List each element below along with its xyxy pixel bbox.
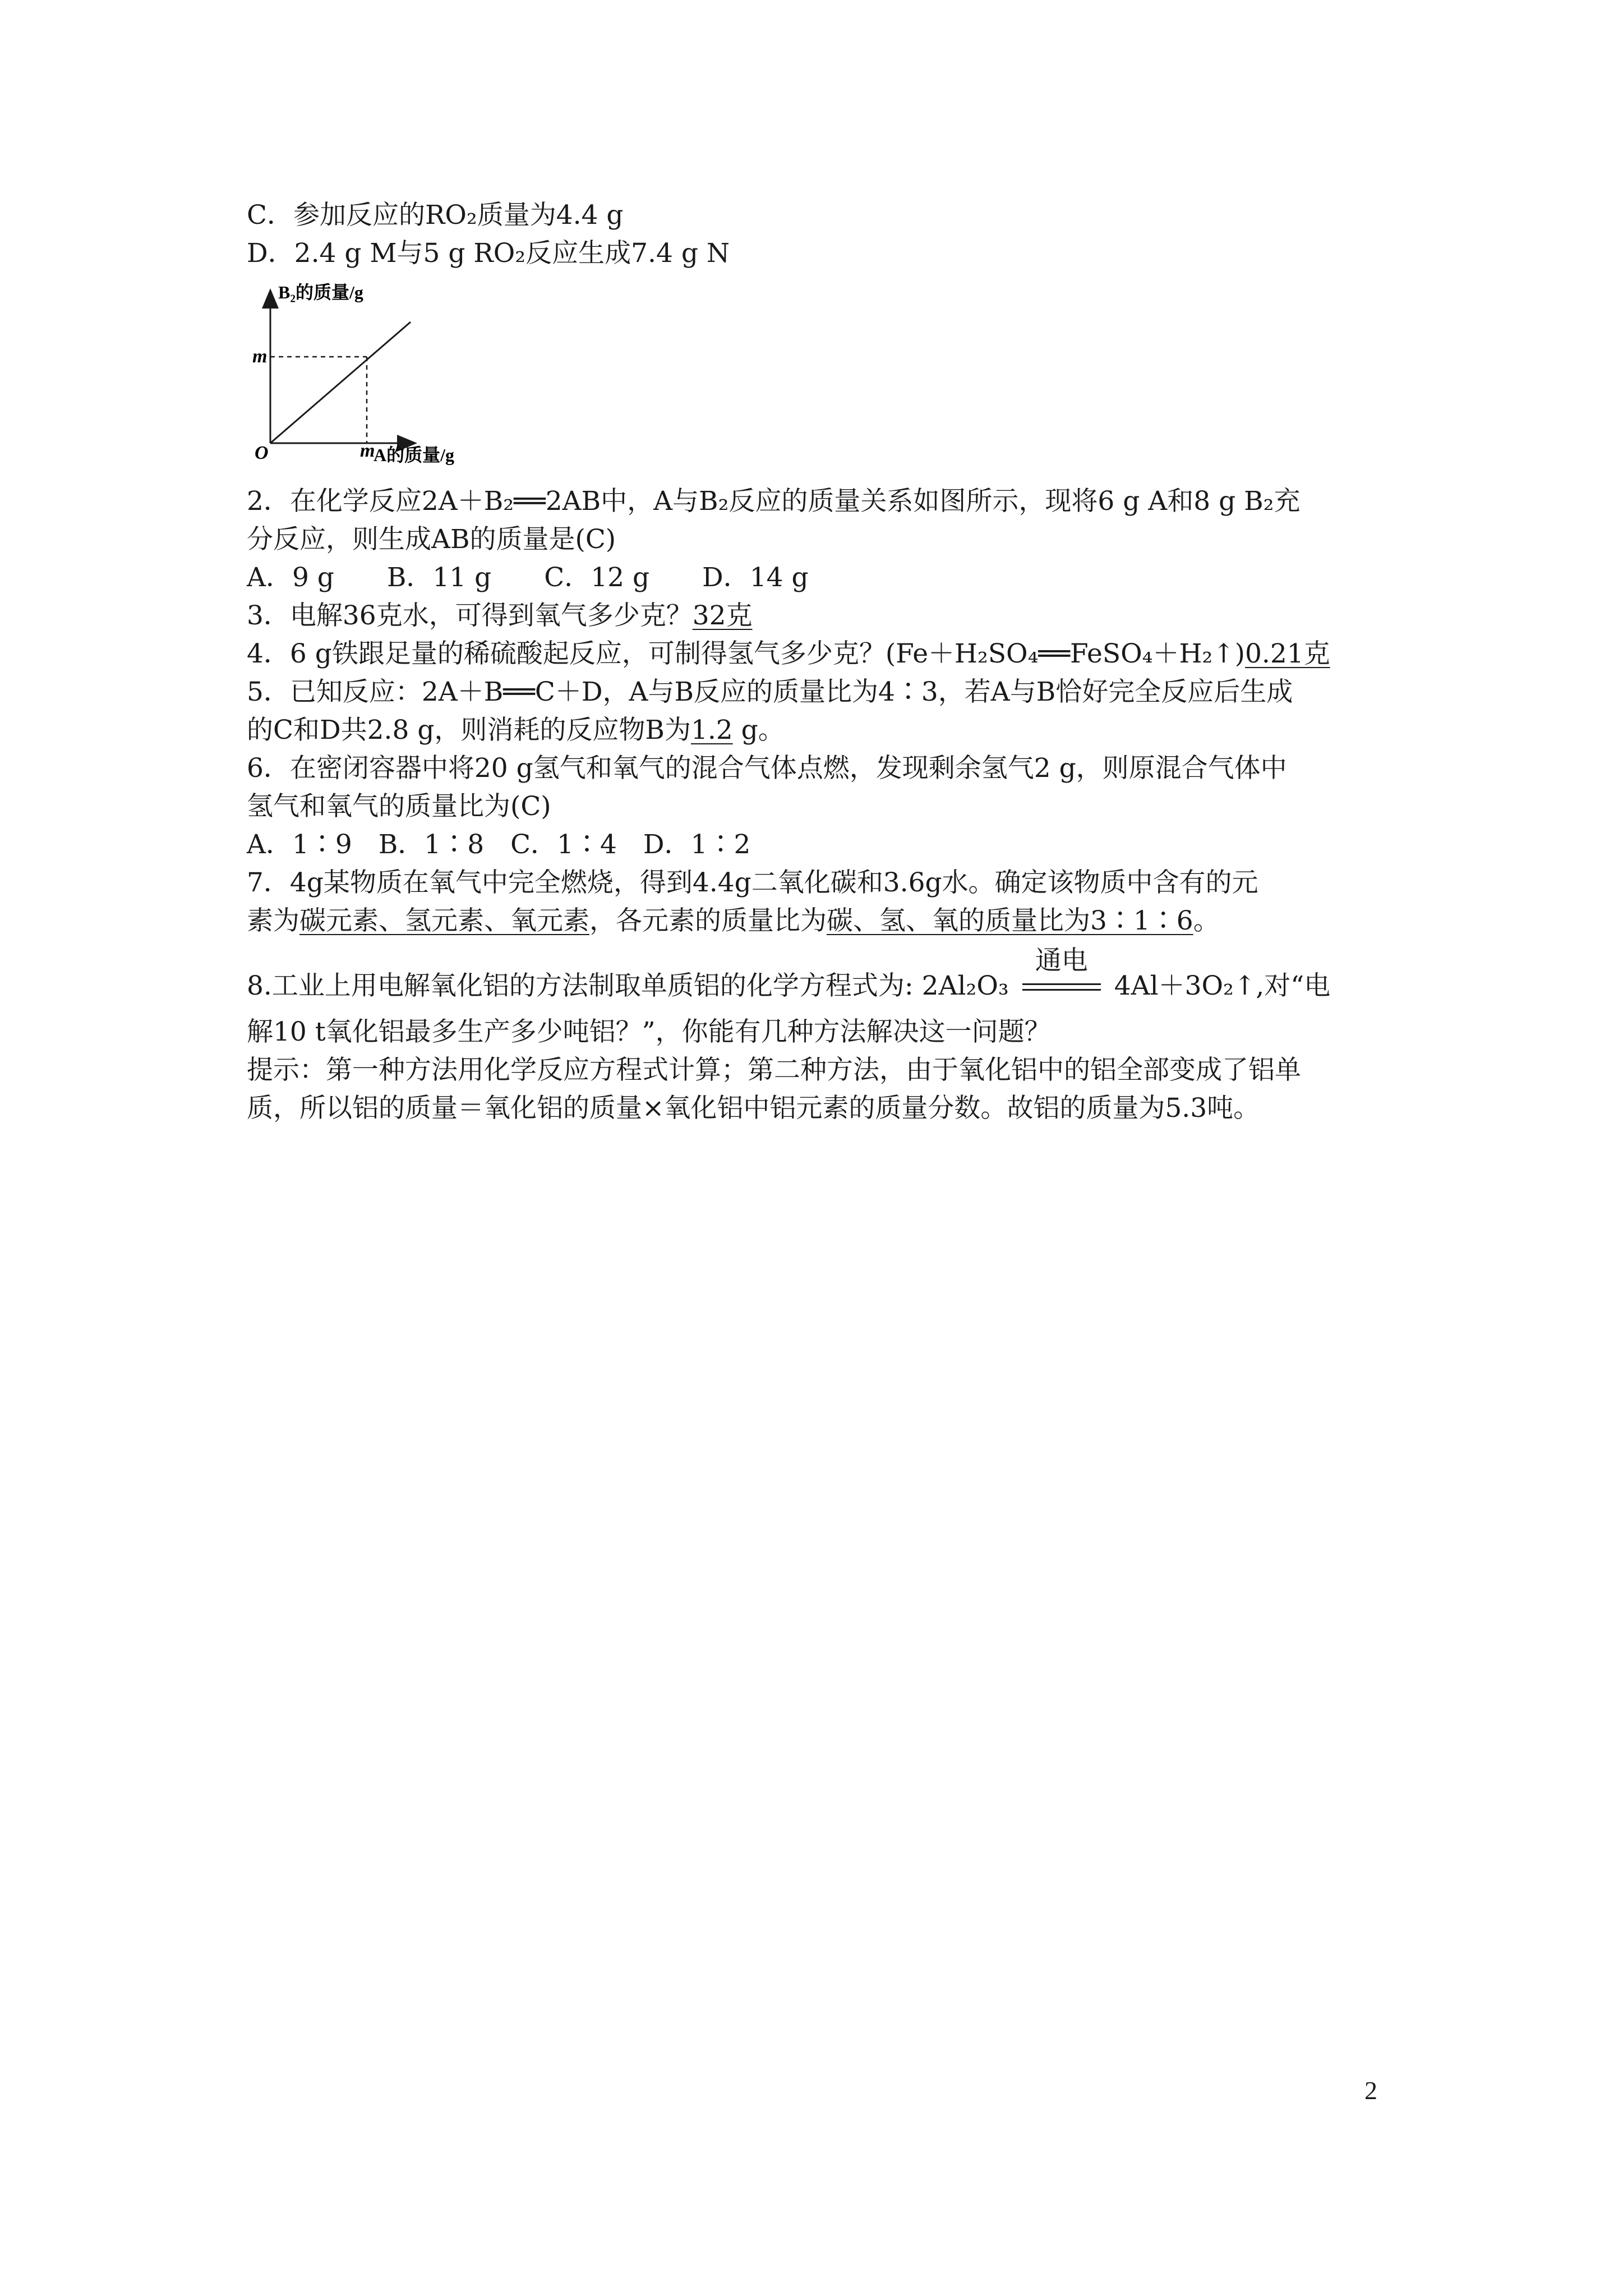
reaction-condition-label: 通电 [1035,945,1088,976]
hint-line-2: 质，所以铝的质量＝氧化铝的质量×氧化铝中铝元素的质量分数。故铝的质量为5.3吨。 [247,1093,1260,1124]
question-6-options: A．1∶9 B．1∶8 C．1∶4 D．1∶2 [247,829,751,860]
origin-label: O [255,443,269,463]
option-c: C．参加反应的RO₂质量为4.4 g [247,200,624,231]
hint-line-1: 提示：第一种方法用化学反应方程式计算；第二种方法，由于氧化铝中的铝全部变成了铝单 [247,1055,1301,1085]
question-2-line-1: 2．在化学反应2A＋B₂══2AB中，A与B₂反应的质量关系如图所示，现将6 g A和8 g B₂充 [247,486,1301,517]
y-mark-label: m [252,346,268,367]
question-5-line-1: 5．已知反应：2A＋B══C＋D，A与B反应的质量比为4∶3，若A与B恰好完全反应后生成 [247,677,1293,707]
question-3: 3．电解36克水，可得到氧气多少克？32克 [247,600,753,631]
question-4: 4．6 g铁跟足量的稀硫酸起反应，可制得氢气多少克？(Fe＋H₂SO₄══FeSO₄＋H₂↑)0.21克 [247,638,1330,669]
option-d: D．2.4 g M与5 g RO₂反应生成7.4 g N [247,238,730,269]
question-5-answer: 1.2 [690,715,733,746]
document-body [247,196,1391,1128]
mass-relation-graph [247,279,505,470]
question-4-answer: 0.21克 [1245,638,1330,669]
x-mark-label: m [360,440,375,461]
question-7-answer-ratio: 碳、氢、氧的质量比为3∶1∶6 [827,905,1193,936]
question-2-options: A．9 g B．11 g C．12 g D．14 g [247,562,809,593]
reaction-condition-equals [1022,945,1101,999]
y-axis-label: B₂的质量/g [278,282,363,302]
question-7-answer-elements: 碳元素、氢元素、氧元素 [299,905,589,936]
question-2-line-2: 分反应，则生成AB的质量是(C) [247,524,616,555]
x-axis-label: A的质量/g [374,445,455,465]
question-7-line-2: 素为碳元素、氢元素、氧元素，各元素的质量比为碳、氢、氧的质量比为3∶1∶6。 [247,905,1220,936]
question-8-line-1: 8.工业上用电解氧化铝的方法制取单质铝的化学方程式为: 2Al₂O₃ 通电 4Al＋3O₂↑,对“电 [247,940,1391,1013]
question-5-line-2: 的C和D共2.8 g，则消耗的反应物B为1.2 g。 [247,715,785,746]
proportion-line [270,322,411,443]
question-7-line-1: 7．4g某物质在氧气中完全燃烧，得到4.4g二氧化碳和3.6g水。确定该物质中含有的元 [247,867,1258,898]
page-number: 2 [1364,2076,1377,2105]
question-6-line-2: 氢气和氧气的质量比为(C) [247,791,551,822]
question-6-line-1: 6．在密闭容器中将20 g氢气和氧气的混合气体点燃，发现剩余氢气2 g，则原混合气体中 [247,753,1287,784]
question-3-answer: 32克 [692,600,753,631]
question-8-line-2: 解10 t氧化铝最多生产多少吨铝？”，你能有几种方法解决这一问题？ [247,1016,1051,1047]
